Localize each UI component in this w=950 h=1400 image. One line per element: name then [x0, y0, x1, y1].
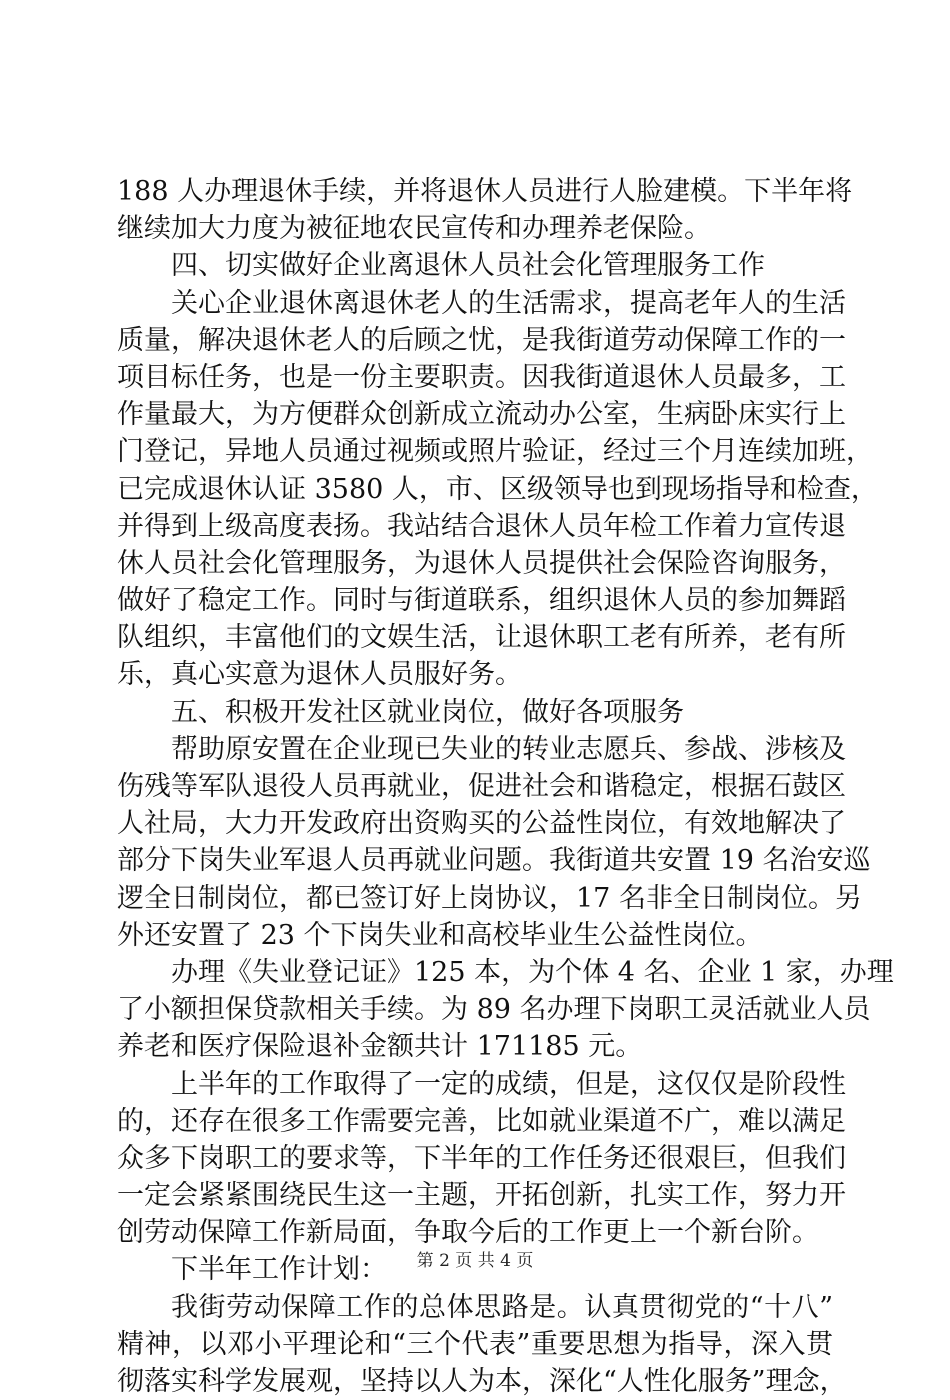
text-line: 门登记，异地人员通过视频或照片验证，经过三个月连续加班，	[117, 436, 873, 468]
text-line: 精神，以邓小平理论和“三个代表”重要思想为指导，深入贯	[117, 1328, 833, 1360]
text-line: 的，还存在很多工作需要完善，比如就业渠道不广，难以满足	[117, 1105, 846, 1137]
text-line: 了小额担保贷款相关手续。为 89 名办理下岗职工灵活就业人员	[117, 994, 871, 1026]
page-footer	[0, 1246, 950, 1271]
text-line: 并得到上级高度表扬。我站结合退休人员年检工作着力宣传退	[117, 510, 846, 542]
text-line: 乐，真心实意为退休人员服好务。	[117, 659, 522, 691]
text-line: 彻落实科学发展观，坚持以人为本，深化“人性化服务”理念，	[117, 1366, 847, 1397]
page-number-label: 第 2 页 共 4 页	[416, 1251, 534, 1271]
text-line: 项目标任务，也是一份主要职责。因我街道退休人员最多，工	[117, 361, 846, 393]
text-line: 下半年工作计划：	[171, 1254, 387, 1286]
text-line: 养老和医疗保险退补金额共计 171185 元。	[117, 1031, 643, 1063]
text-line: 办理《失业登记证》125 本，为个体 4 名、企业 1 家，办理	[171, 956, 894, 988]
text-line: 部分下岗失业军退人员再就业问题。我街道共安置 19 名治安巡	[117, 845, 871, 877]
text-line: 逻全日制岗位，都已签订好上岗协议，17 名非全日制岗位。另	[117, 882, 862, 914]
text-line: 已完成退休认证 3580 人，市、区级领导也到现场指导和检查，	[117, 473, 878, 505]
text-line: 188 人办理退休手续，并将退休人员进行人脸建模。下半年将	[117, 176, 853, 207]
text-line: 一定会紧紧围绕民生这一主题，开拓创新，扎实工作，努力开	[117, 1180, 846, 1212]
document-body	[117, 173, 894, 1400]
text-line: 众多下岗职工的要求等，下半年的工作任务还很艰巨，但我们	[117, 1142, 846, 1174]
text-line: 质量，解决退休老人的后顾之忧，是我街道劳动保障工作的一	[117, 324, 846, 356]
text-line: 上半年的工作取得了一定的成绩，但是，这仅仅是阶段性	[171, 1068, 846, 1100]
text-line: 外还安置了 23 个下岗失业和高校毕业生公益性岗位。	[117, 919, 763, 951]
text-line: 人社局，大力开发政府出资购买的公益性岗位，有效地解决了	[117, 808, 846, 840]
text-line: 我街劳动保障工作的总体思路是。认真贯彻党的“十八”	[171, 1291, 833, 1323]
text-line: 五、积极开发社区就业岗位，做好各项服务	[171, 696, 684, 728]
text-line: 队组织，丰富他们的文娱生活，让退休职工老有所养，老有所	[117, 622, 846, 654]
text-line: 四、切实做好企业离退休人员社会化管理服务工作	[171, 250, 765, 282]
text-line: 作量最大，为方便群众创新成立流动办公室，生病卧床实行上	[117, 399, 846, 431]
text-line: 伤残等军队退役人员再就业，促进社会和谐稳定，根据石鼓区	[117, 771, 846, 802]
text-line: 帮助原安置在企业现已失业的转业志愿兵、参战、涉核及	[171, 733, 846, 765]
text-line: 做好了稳定工作。同时与街道联系，组织退休人员的参加舞蹈	[117, 585, 846, 617]
text-line: 休人员社会化管理服务，为退休人员提供社会保险咨询服务，	[117, 547, 846, 579]
text-line: 关心企业退休离退休老人的生活需求，提高老年人的生活	[171, 287, 846, 319]
text-line: 继续加大力度为被征地农民宣传和办理养老保险。	[117, 213, 711, 245]
text-line: 创劳动保障工作新局面，争取今后的工作更上一个新台阶。	[117, 1217, 819, 1249]
